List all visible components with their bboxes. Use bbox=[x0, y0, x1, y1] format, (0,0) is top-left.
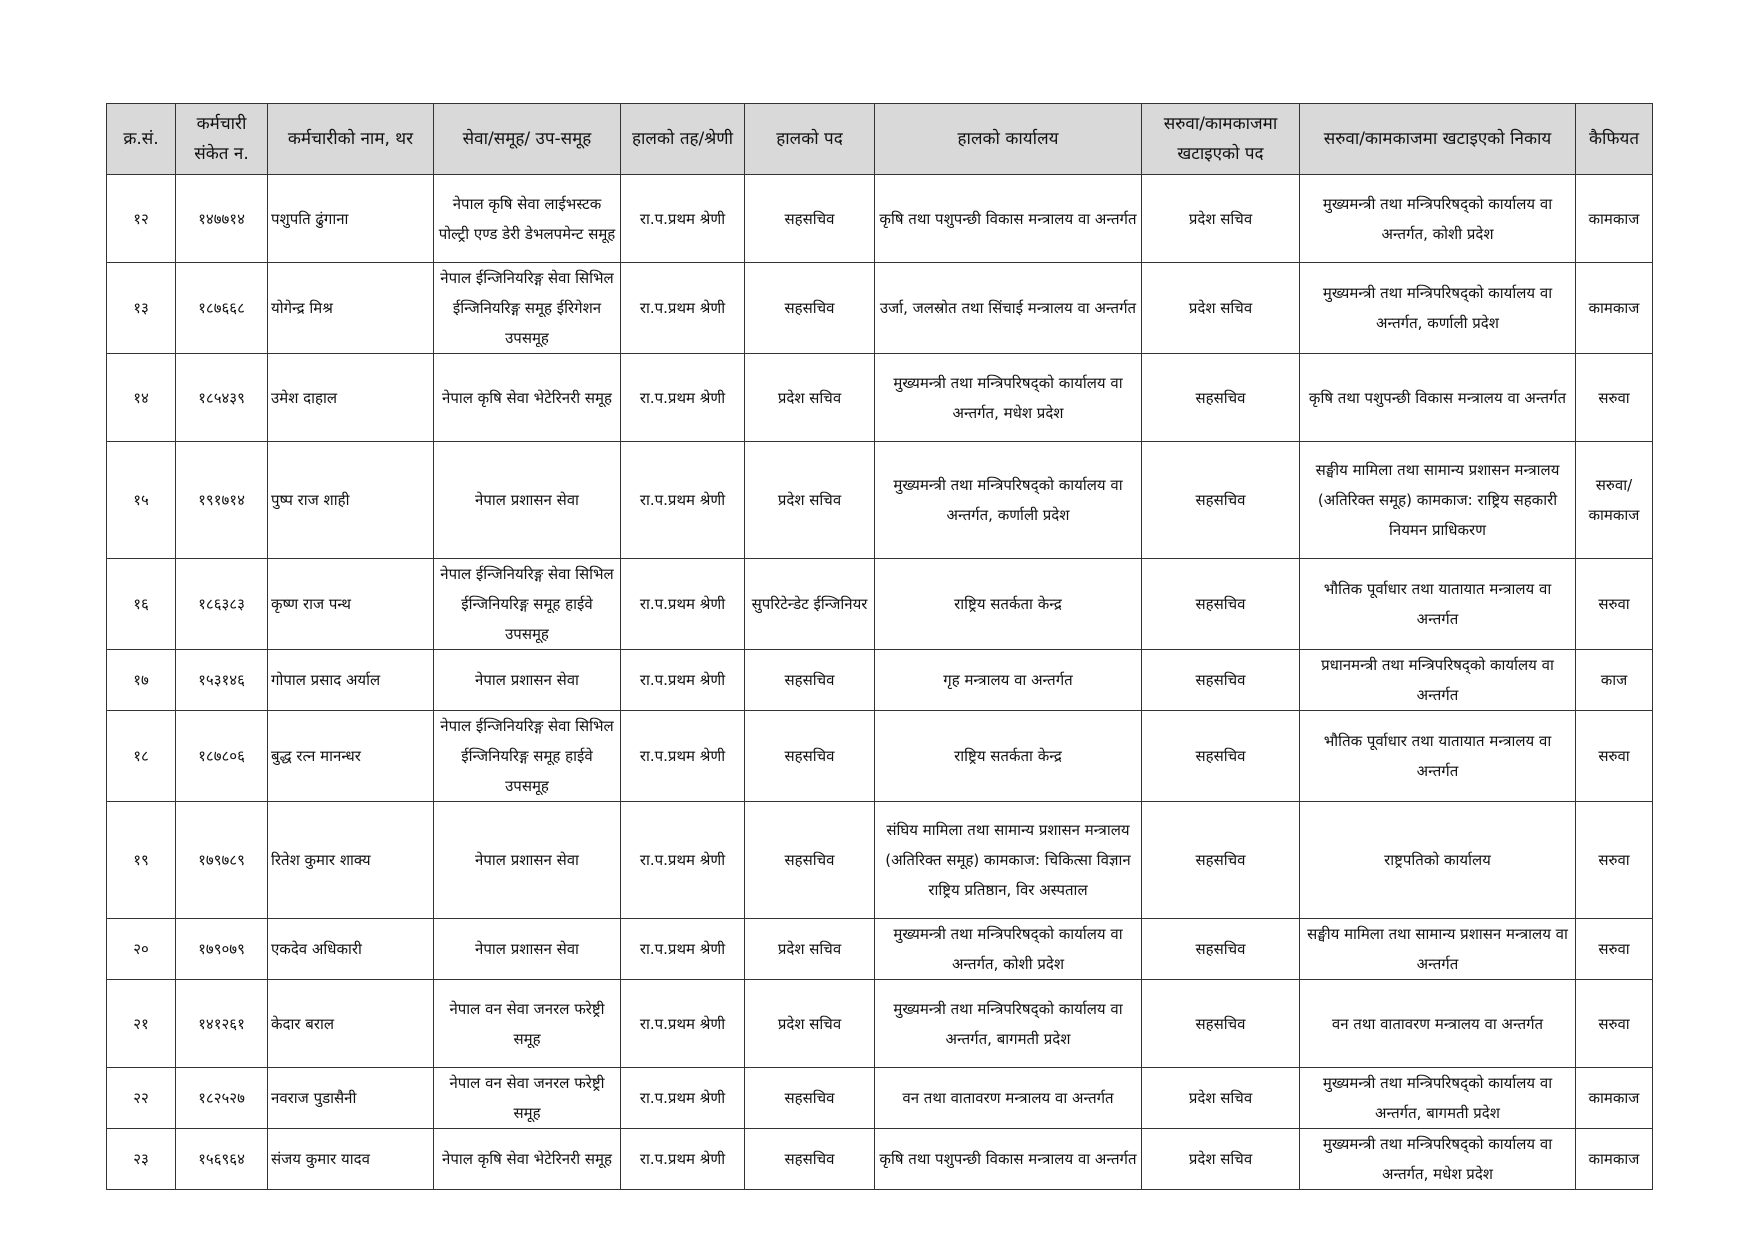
employee-code-cell: १८५४३९ bbox=[176, 354, 268, 442]
assigned-office-cell: सङ्घीय मामिला तथा सामान्य प्रशासन मन्त्रालय (अतिरिक्त समूह) कामकाज: राष्ट्रिय सहकारी नियमन प्राधिकरण bbox=[1300, 442, 1576, 559]
employee-code-cell: १८६३८३ bbox=[176, 559, 268, 650]
service-group-cell: नेपाल कृषि सेवा भेटेरिनरी समूह bbox=[434, 354, 621, 442]
service-group-cell: नेपाल वन सेवा जनरल फरेष्ट्री समूह bbox=[434, 980, 621, 1068]
employee-code-cell: १७९७८९ bbox=[176, 802, 268, 919]
employee-code-cell: १७९०७९ bbox=[176, 919, 268, 980]
assigned-post-cell: सहसचिव bbox=[1142, 354, 1300, 442]
current-post-cell: प्रदेश सचिव bbox=[745, 980, 875, 1068]
assigned-post-cell: सहसचिव bbox=[1142, 650, 1300, 711]
current-office-cell: कृषि तथा पशुपन्छी विकास मन्त्रालय वा अन्तर्गत bbox=[875, 1129, 1142, 1190]
current-post-cell: सहसचिव bbox=[745, 1129, 875, 1190]
header-employee-name: कर्मचारीको नाम, थर bbox=[268, 104, 434, 175]
current-level-cell: रा.प.प्रथम श्रेणी bbox=[621, 559, 745, 650]
service-group-cell: नेपाल प्रशासन सेवा bbox=[434, 919, 621, 980]
employee-code-cell: १४१२६१ bbox=[176, 980, 268, 1068]
current-post-cell: प्रदेश सचिव bbox=[745, 354, 875, 442]
current-level-cell: रा.प.प्रथम श्रेणी bbox=[621, 1068, 745, 1129]
transfer-table-page bbox=[106, 103, 1652, 1190]
current-level-cell: रा.प.प्रथम श्रेणी bbox=[621, 919, 745, 980]
assigned-post-cell: सहसचिव bbox=[1142, 442, 1300, 559]
serial-cell: १४ bbox=[107, 354, 176, 442]
assigned-post-cell: सहसचिव bbox=[1142, 802, 1300, 919]
remarks-cell: कामकाज bbox=[1576, 1129, 1653, 1190]
current-level-cell: रा.प.प्रथम श्रेणी bbox=[621, 263, 745, 354]
assigned-office-cell: कृषि तथा पशुपन्छी विकास मन्त्रालय वा अन्तर्गत bbox=[1300, 354, 1576, 442]
header-serial: क्र.सं. bbox=[107, 104, 176, 175]
serial-cell: १८ bbox=[107, 711, 176, 802]
serial-cell: २२ bbox=[107, 1068, 176, 1129]
current-office-cell: राष्ट्रिय सतर्कता केन्द्र bbox=[875, 559, 1142, 650]
table-row bbox=[107, 1068, 1653, 1129]
assigned-office-cell: राष्ट्रपतिको कार्यालय bbox=[1300, 802, 1576, 919]
assigned-post-cell: सहसचिव bbox=[1142, 919, 1300, 980]
employee-name-cell: पशुपति ढुंगाना bbox=[268, 175, 434, 263]
current-level-cell: रा.प.प्रथम श्रेणी bbox=[621, 980, 745, 1068]
current-post-cell: सहसचिव bbox=[745, 802, 875, 919]
service-group-cell: नेपाल ईन्जिनियरिङ्ग सेवा सिभिल ईन्जिनियरिङ्ग समूह हाईवे उपसमूह bbox=[434, 559, 621, 650]
employee-name-cell: पुष्प राज शाही bbox=[268, 442, 434, 559]
remarks-cell: सरुवा bbox=[1576, 354, 1653, 442]
current-level-cell: रा.प.प्रथम श्रेणी bbox=[621, 442, 745, 559]
current-office-cell: वन तथा वातावरण मन्त्रालय वा अन्तर्गत bbox=[875, 1068, 1142, 1129]
table-row bbox=[107, 980, 1653, 1068]
table-row bbox=[107, 1129, 1653, 1190]
table-row bbox=[107, 650, 1653, 711]
current-office-cell: संघिय मामिला तथा सामान्य प्रशासन मन्त्रालय (अतिरिक्त समूह) कामकाज: चिकित्सा विज्ञान राष्ट्रिय प्रतिष्ठान, विर अस्पताल bbox=[875, 802, 1142, 919]
assigned-office-cell: भौतिक पूर्वाधार तथा यातायात मन्त्रालय वा अन्तर्गत bbox=[1300, 711, 1576, 802]
table-row bbox=[107, 175, 1653, 263]
remarks-cell: काज bbox=[1576, 650, 1653, 711]
service-group-cell: नेपाल कृषि सेवा लाईभस्टक पोल्ट्री एण्ड डेरी डेभलपमेन्ट समूह bbox=[434, 175, 621, 263]
current-office-cell: मुख्यमन्त्री तथा मन्त्रिपरिषद्को कार्यालय वा अन्तर्गत, मधेश प्रदेश bbox=[875, 354, 1142, 442]
current-level-cell: रा.प.प्रथम श्रेणी bbox=[621, 650, 745, 711]
serial-cell: २० bbox=[107, 919, 176, 980]
current-level-cell: रा.प.प्रथम श्रेणी bbox=[621, 354, 745, 442]
header-current-post: हालको पद bbox=[745, 104, 875, 175]
current-post-cell: सुपरिटेन्डेट ईन्जिनियर bbox=[745, 559, 875, 650]
current-level-cell: रा.प.प्रथम श्रेणी bbox=[621, 175, 745, 263]
service-group-cell: नेपाल ईन्जिनियरिङ्ग सेवा सिभिल ईन्जिनियरिङ्ग समूह हाईवे उपसमूह bbox=[434, 711, 621, 802]
service-group-cell: नेपाल प्रशासन सेवा bbox=[434, 650, 621, 711]
service-group-cell: नेपाल कृषि सेवा भेटेरिनरी समूह bbox=[434, 1129, 621, 1190]
current-post-cell: सहसचिव bbox=[745, 711, 875, 802]
assigned-office-cell: मुख्यमन्त्री तथा मन्त्रिपरिषद्को कार्यालय वा अन्तर्गत, कोशी प्रदेश bbox=[1300, 175, 1576, 263]
current-post-cell: सहसचिव bbox=[745, 263, 875, 354]
service-group-cell: नेपाल प्रशासन सेवा bbox=[434, 442, 621, 559]
current-office-cell: गृह मन्त्रालय वा अन्तर्गत bbox=[875, 650, 1142, 711]
remarks-cell: सरुवा bbox=[1576, 919, 1653, 980]
remarks-cell: सरुवा bbox=[1576, 711, 1653, 802]
employee-code-cell: १४७७१४ bbox=[176, 175, 268, 263]
table-row bbox=[107, 711, 1653, 802]
remarks-cell: सरुवा/ कामकाज bbox=[1576, 442, 1653, 559]
serial-cell: १५ bbox=[107, 442, 176, 559]
remarks-cell: कामकाज bbox=[1576, 175, 1653, 263]
remarks-cell: सरुवा bbox=[1576, 802, 1653, 919]
assigned-office-cell: भौतिक पूर्वाधार तथा यातायात मन्त्रालय वा अन्तर्गत bbox=[1300, 559, 1576, 650]
employee-code-cell: १९१७१४ bbox=[176, 442, 268, 559]
service-group-cell: नेपाल प्रशासन सेवा bbox=[434, 802, 621, 919]
remarks-cell: कामकाज bbox=[1576, 1068, 1653, 1129]
assigned-post-cell: सहसचिव bbox=[1142, 980, 1300, 1068]
table-row bbox=[107, 263, 1653, 354]
employee-name-cell: गोपाल प्रसाद अर्याल bbox=[268, 650, 434, 711]
remarks-cell: सरुवा bbox=[1576, 980, 1653, 1068]
employee-code-cell: १५६९६४ bbox=[176, 1129, 268, 1190]
current-post-cell: सहसचिव bbox=[745, 1068, 875, 1129]
assigned-office-cell: प्रधानमन्त्री तथा मन्त्रिपरिषद्को कार्यालय वा अन्तर्गत bbox=[1300, 650, 1576, 711]
table-header-row bbox=[107, 104, 1653, 175]
header-assigned-post: सरुवा/कामकाजमा खटाइएको पद bbox=[1142, 104, 1300, 175]
header-remarks: कैफियत bbox=[1576, 104, 1653, 175]
current-post-cell: सहसचिव bbox=[745, 175, 875, 263]
assigned-office-cell: मुख्यमन्त्री तथा मन्त्रिपरिषद्को कार्यालय वा अन्तर्गत, बागमती प्रदेश bbox=[1300, 1068, 1576, 1129]
current-level-cell: रा.प.प्रथम श्रेणी bbox=[621, 711, 745, 802]
serial-cell: २१ bbox=[107, 980, 176, 1068]
employee-name-cell: कृष्ण राज पन्थ bbox=[268, 559, 434, 650]
serial-cell: २३ bbox=[107, 1129, 176, 1190]
table-row bbox=[107, 442, 1653, 559]
serial-cell: १९ bbox=[107, 802, 176, 919]
remarks-cell: सरुवा bbox=[1576, 559, 1653, 650]
header-employee-code: कर्मचारी संकेत न. bbox=[176, 104, 268, 175]
serial-cell: १७ bbox=[107, 650, 176, 711]
employee-name-cell: योगेन्द्र मिश्र bbox=[268, 263, 434, 354]
table-row bbox=[107, 802, 1653, 919]
employee-name-cell: नवराज पुडासैनी bbox=[268, 1068, 434, 1129]
current-office-cell: मुख्यमन्त्री तथा मन्त्रिपरिषद्को कार्यालय वा अन्तर्गत, बागमती प्रदेश bbox=[875, 980, 1142, 1068]
serial-cell: १६ bbox=[107, 559, 176, 650]
table-row bbox=[107, 919, 1653, 980]
header-service-group: सेवा/समूह/ उप-समूह bbox=[434, 104, 621, 175]
employee-name-cell: संजय कुमार यादव bbox=[268, 1129, 434, 1190]
current-office-cell: मुख्यमन्त्री तथा मन्त्रिपरिषद्को कार्यालय वा अन्तर्गत, कर्णाली प्रदेश bbox=[875, 442, 1142, 559]
assigned-office-cell: वन तथा वातावरण मन्त्रालय वा अन्तर्गत bbox=[1300, 980, 1576, 1068]
employee-code-cell: १८७८०६ bbox=[176, 711, 268, 802]
assigned-post-cell: प्रदेश सचिव bbox=[1142, 1129, 1300, 1190]
current-office-cell: मुख्यमन्त्री तथा मन्त्रिपरिषद्को कार्यालय वा अन्तर्गत, कोशी प्रदेश bbox=[875, 919, 1142, 980]
employee-code-cell: १५३१४६ bbox=[176, 650, 268, 711]
employee-code-cell: १८७६६८ bbox=[176, 263, 268, 354]
table-row bbox=[107, 354, 1653, 442]
header-current-office: हालको कार्यालय bbox=[875, 104, 1142, 175]
employee-name-cell: केदार बराल bbox=[268, 980, 434, 1068]
employee-code-cell: १८२५२७ bbox=[176, 1068, 268, 1129]
assigned-post-cell: सहसचिव bbox=[1142, 711, 1300, 802]
current-office-cell: उर्जा, जलस्रोत तथा सिंचाई मन्त्रालय वा अन्तर्गत bbox=[875, 263, 1142, 354]
remarks-cell: कामकाज bbox=[1576, 263, 1653, 354]
current-level-cell: रा.प.प्रथम श्रेणी bbox=[621, 1129, 745, 1190]
employee-name-cell: बुद्ध रत्न मानन्धर bbox=[268, 711, 434, 802]
service-group-cell: नेपाल वन सेवा जनरल फरेष्ट्री समूह bbox=[434, 1068, 621, 1129]
table-row bbox=[107, 559, 1653, 650]
employee-name-cell: उमेश दाहाल bbox=[268, 354, 434, 442]
transfer-table bbox=[106, 103, 1653, 1190]
current-level-cell: रा.प.प्रथम श्रेणी bbox=[621, 802, 745, 919]
service-group-cell: नेपाल ईन्जिनियरिङ्ग सेवा सिभिल ईन्जिनियरिङ्ग समूह ईरिगेशन उपसमूह bbox=[434, 263, 621, 354]
header-current-level: हालको तह/श्रेणी bbox=[621, 104, 745, 175]
serial-cell: १३ bbox=[107, 263, 176, 354]
header-assigned-office: सरुवा/कामकाजमा खटाइएको निकाय bbox=[1300, 104, 1576, 175]
assigned-office-cell: मुख्यमन्त्री तथा मन्त्रिपरिषद्को कार्यालय वा अन्तर्गत, मधेश प्रदेश bbox=[1300, 1129, 1576, 1190]
current-office-cell: कृषि तथा पशुपन्छी विकास मन्त्रालय वा अन्तर्गत bbox=[875, 175, 1142, 263]
assigned-post-cell: प्रदेश सचिव bbox=[1142, 263, 1300, 354]
current-post-cell: प्रदेश सचिव bbox=[745, 919, 875, 980]
assigned-office-cell: मुख्यमन्त्री तथा मन्त्रिपरिषद्को कार्यालय वा अन्तर्गत, कर्णाली प्रदेश bbox=[1300, 263, 1576, 354]
current-post-cell: प्रदेश सचिव bbox=[745, 442, 875, 559]
employee-name-cell: एकदेव अधिकारी bbox=[268, 919, 434, 980]
assigned-post-cell: प्रदेश सचिव bbox=[1142, 175, 1300, 263]
assigned-post-cell: प्रदेश सचिव bbox=[1142, 1068, 1300, 1129]
current-office-cell: राष्ट्रिय सतर्कता केन्द्र bbox=[875, 711, 1142, 802]
current-post-cell: सहसचिव bbox=[745, 650, 875, 711]
assigned-post-cell: सहसचिव bbox=[1142, 559, 1300, 650]
assigned-office-cell: सङ्घीय मामिला तथा सामान्य प्रशासन मन्त्रालय वा अन्तर्गत bbox=[1300, 919, 1576, 980]
serial-cell: १२ bbox=[107, 175, 176, 263]
employee-name-cell: रितेश कुमार शाक्य bbox=[268, 802, 434, 919]
